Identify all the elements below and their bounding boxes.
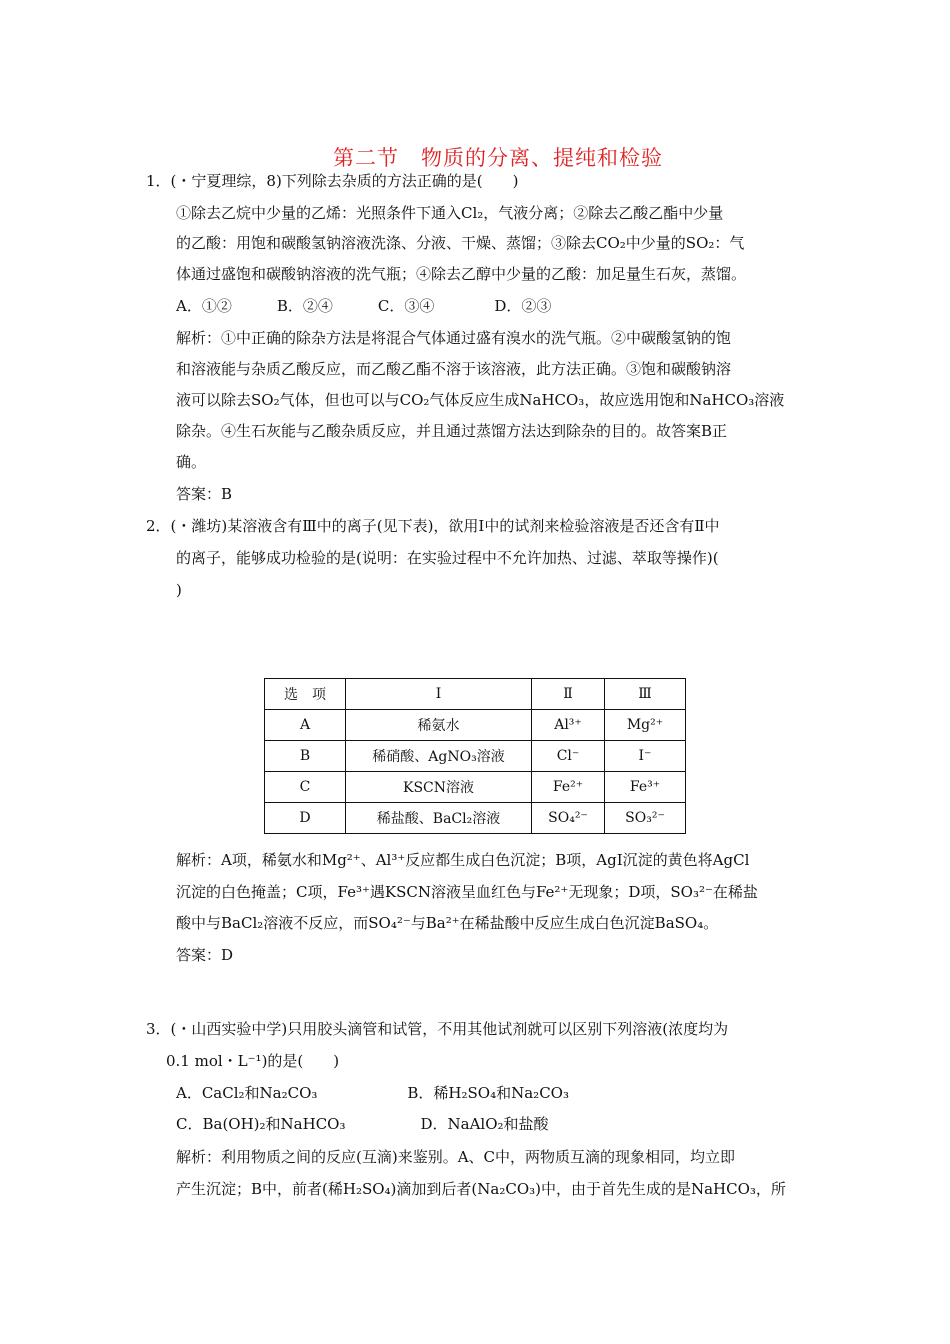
q3-option-line: A．CaCl₂和Na₂CO₃ B．稀H₂SO₄和Na₂CO₃ — [176, 1084, 569, 1102]
table-row — [265, 772, 686, 803]
table-cell: A — [265, 710, 346, 741]
table-row — [265, 710, 686, 741]
table-cell: Cl⁻ — [532, 741, 605, 772]
table-cell: I⁻ — [605, 741, 686, 772]
table-cell: 稀盐酸、BaCl₂溶液 — [346, 803, 532, 834]
table-row — [265, 803, 686, 834]
q1-body-line: ①除去乙烷中少量的乙烯：光照条件下通入Cl₂，气液分离；②除去乙酸乙酯中少量 — [176, 204, 724, 222]
q1-options: A．①② B．②④ C．③④ D．②③ — [176, 297, 552, 315]
q3-stem-line: 3．(・山西实验中学)只用胶头滴管和试管，不用其他试剂就可以区别下列溶液(浓度均为 — [146, 1020, 729, 1038]
table-cell: 稀硝酸、AgNO₃溶液 — [346, 741, 532, 772]
q1-analysis-line: 液可以除去SO₂气体，但也可以与CO₂气体反应生成NaHCO₃，故应选用饱和NaHCO₃溶液 — [176, 391, 785, 409]
table-cell: Al³⁺ — [532, 710, 605, 741]
table-cell: Fe²⁺ — [532, 772, 605, 803]
table-header: Ⅱ — [532, 679, 605, 710]
table-header: 选 项 — [265, 679, 346, 710]
q2-stem-line: 2．(・潍坊)某溶液含有Ⅲ中的离子(见下表)，欲用Ⅰ中的试剂来检验溶液是否还含有Ⅱ中 — [146, 517, 720, 535]
q1-analysis-line: 确。 — [176, 453, 207, 471]
q3-option-line: C．Ba(OH)₂和NaHCO₃ D．NaAlO₂和盐酸 — [176, 1115, 549, 1133]
table-header-row — [265, 679, 686, 710]
q1-body-line: 的乙酸：用饱和碳酸氢钠溶液洗涤、分液、干燥、蒸馏；③除去CO₂中少量的SO₂：气 — [176, 234, 745, 252]
q1-analysis-line: 解析：①中正确的除杂方法是将混合气体通过盛有溴水的洗气瓶。②中碳酸氢钠的饱 — [176, 329, 732, 347]
q1-answer: 答案：B — [176, 485, 233, 503]
q1-stem: 1．(・宁夏理综，8)下列除去杂质的方法正确的是( ) — [146, 172, 519, 190]
table-cell: C — [265, 772, 346, 803]
section-title: 第二节 物质的分离、提纯和检验 — [333, 146, 663, 170]
table-cell: KSCN溶液 — [346, 772, 532, 803]
q3-analysis-line: 产生沉淀；B中，前者(稀H₂SO₄)滴加到后者(Na₂CO₃)中，由于首先生成的是NaHCO₃，所 — [176, 1180, 786, 1198]
q3-analysis-line: 解析：利用物质之间的反应(互滴)来鉴别。A、C中，两物质互滴的现象相同，均立即 — [176, 1148, 736, 1166]
reagent-table — [264, 678, 686, 834]
table-cell: Mg²⁺ — [605, 710, 686, 741]
table-header: Ⅲ — [605, 679, 686, 710]
q2-stem-line: 的离子，能够成功检验的是(说明：在实验过程中不允许加热、过滤、萃取等操作)( — [176, 549, 719, 567]
q2-answer: 答案：D — [176, 946, 234, 964]
table-header: Ⅰ — [346, 679, 532, 710]
table-cell: SO₄²⁻ — [532, 803, 605, 834]
q2-stem-line: ) — [176, 581, 182, 599]
q2-analysis-line: 解析：A项，稀氨水和Mg²⁺、Al³⁺反应都生成白色沉淀；B项，AgI沉淀的黄色将AgCl — [176, 851, 750, 869]
q2-analysis-line: 沉淀的白色掩盖；C项，Fe³⁺遇KSCN溶液呈血红色与Fe²⁺无现象；D项，SO₃²⁻在稀盐 — [176, 883, 758, 901]
q2-analysis-line: 酸中与BaCl₂溶液不反应，而SO₄²⁻与Ba²⁺在稀盐酸中反应生成白色沉淀BaSO₄。 — [176, 914, 719, 932]
table-row — [265, 741, 686, 772]
table-cell: SO₃²⁻ — [605, 803, 686, 834]
q3-stem-line: 0.1 mol・L⁻¹)的是( ) — [166, 1052, 340, 1070]
table-cell: 稀氨水 — [346, 710, 532, 741]
table-cell: Fe³⁺ — [605, 772, 686, 803]
table-cell: D — [265, 803, 346, 834]
table-cell: B — [265, 741, 346, 772]
q1-body-line: 体通过盛饱和碳酸钠溶液的洗气瓶；④除去乙醇中少量的乙酸：加足量生石灰，蒸馏。 — [176, 265, 747, 283]
q1-analysis-line: 和溶液能与杂质乙酸反应，而乙酸乙酯不溶于该溶液，此方法正确。③饱和碳酸钠溶 — [176, 360, 732, 378]
q1-analysis-line: 除杂。④生石灰能与乙酸杂质反应，并且通过蒸馏方法达到除杂的目的。故答案B正 — [176, 422, 728, 440]
